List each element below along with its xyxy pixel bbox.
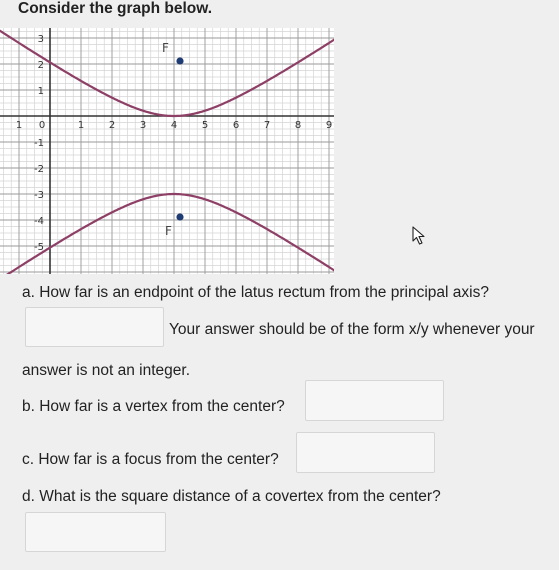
page-title: Consider the graph below. xyxy=(18,0,213,17)
y-tick-label: 3 xyxy=(37,34,44,45)
answer-a-input[interactable] xyxy=(25,307,164,347)
answer-b-input[interactable] xyxy=(305,380,444,421)
answer-c-input[interactable] xyxy=(296,432,435,473)
question-a-text: a. How far is an endpoint of the latus rectum from the principal axis? xyxy=(22,284,489,301)
y-tick-label: -3 xyxy=(34,190,44,201)
y-tick-label: -2 xyxy=(34,164,44,175)
hyperbola-graph xyxy=(0,28,334,274)
focus-point-lower xyxy=(176,213,183,220)
x-tick-label: 9 xyxy=(325,120,333,131)
question-a-hint: Your answer should be of the form x/y whenever your xyxy=(169,321,535,338)
y-tick-label: -1 xyxy=(34,138,44,149)
x-tick-label: 8 xyxy=(294,120,302,131)
y-tick-label: -5 xyxy=(34,242,44,253)
question-d-text: d. What is the square distance of a covertex from the center? xyxy=(22,488,441,505)
question-a-hint-continued: answer is not an integer. xyxy=(22,362,191,379)
x-tick-label: 1 xyxy=(15,120,23,131)
x-tick-label: 4 xyxy=(170,120,178,131)
y-tick-label: 2 xyxy=(37,60,44,71)
y-tick-label: -4 xyxy=(34,216,44,227)
question-b-text: b. How far is a vertex from the center? xyxy=(22,398,285,415)
x-tick-label: 5 xyxy=(201,120,209,131)
focus-label-upper: F xyxy=(162,41,169,55)
mouse-cursor-icon xyxy=(412,226,426,246)
question-c-text: c. How far is a focus from the center? xyxy=(22,451,279,468)
x-tick-label: 7 xyxy=(263,120,271,131)
y-tick-label: 1 xyxy=(37,86,44,97)
focus-point-upper xyxy=(176,57,183,64)
focus-label-lower: F xyxy=(165,224,172,238)
x-tick-label: 6 xyxy=(232,120,240,131)
x-tick-label: 1 xyxy=(77,120,85,131)
answer-d-input[interactable] xyxy=(25,512,166,552)
x-tick-label: 0 xyxy=(38,120,46,131)
x-tick-label: 3 xyxy=(139,120,147,131)
x-tick-label: 2 xyxy=(108,120,116,131)
